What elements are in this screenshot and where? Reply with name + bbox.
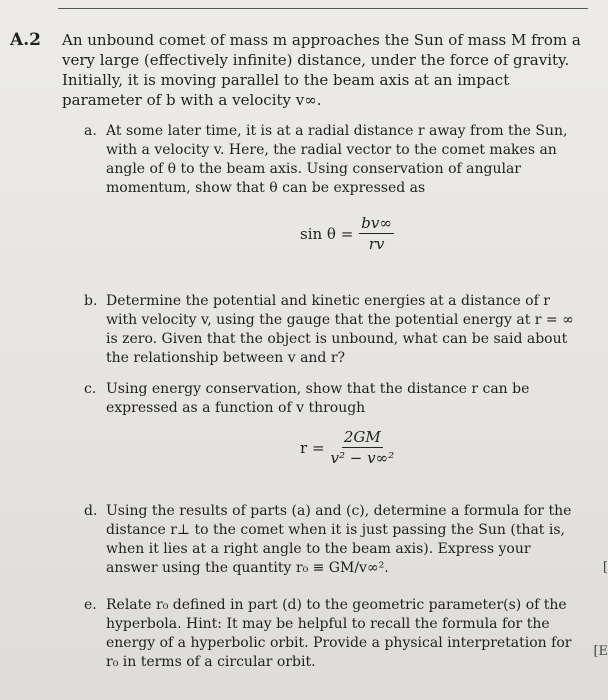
equation-2-fraction	[331, 428, 395, 467]
part-d-label: d.	[84, 503, 98, 519]
equation-sin-theta	[300, 214, 394, 253]
part-d-text: Using the results of parts (a) and (c), determine a formula for the distance r⊥ to the comet when it is just passing the Sun (that is, when it lies at a right angle to the beam axis). Express your answer using the quantity r₀ ≡ GM/v∞².	[106, 503, 572, 576]
equation-2-numerator: 2GM	[343, 428, 381, 446]
equation-1-lhs: sin θ =	[300, 224, 354, 243]
equation-1-denominator: rv	[368, 235, 385, 253]
part-c	[84, 380, 584, 418]
part-a-text: At some later time, it is at a radial distance r away from the Sun, with a velocity v. Here, the radial vector to the comet makes an angle of θ to the beam axis. Using conservation of angular momentum, show that θ can be expressed as	[106, 123, 568, 196]
equation-1-numerator: bv∞	[361, 214, 392, 232]
part-a-label: a.	[84, 123, 97, 139]
part-e	[84, 596, 584, 672]
part-b-text: Determine the potential and kinetic energies at a distance of r with velocity v, using the gauge that the potential energy at r = ∞ is zero. Given that the object is unbound, what can be said about the relationship between v and r?	[106, 293, 574, 366]
equation-1-fraction	[359, 214, 394, 253]
part-e-label: e.	[84, 597, 97, 613]
part-c-text: Using energy conservation, show that the distance r can be expressed as a function of v through	[106, 381, 530, 416]
top-rule	[58, 8, 588, 9]
part-d	[84, 502, 584, 578]
problem-number: A.2	[10, 30, 41, 50]
part-b	[84, 292, 584, 368]
edge-mark-1: [	[602, 560, 608, 575]
equation-2-lhs: r =	[300, 438, 325, 457]
part-a	[84, 122, 584, 198]
equation-r-of-v	[300, 428, 394, 467]
problem-intro: An unbound comet of mass m approaches the Sun of mass M from a very large (effectively infinite) distance, under the force of gravity. Initially, it is moving parallel to the beam axis at an impact parameter of b with a velocity v∞.	[62, 31, 581, 109]
edge-mark-2: [E	[593, 644, 608, 659]
part-b-label: b.	[84, 293, 98, 309]
part-c-label: c.	[84, 381, 97, 397]
part-e-text: Relate r₀ defined in part (d) to the geometric parameter(s) of the hyperbola. Hint: It may be helpful to recall the formula for the energy of a hyperbolic orbit. Provide a physical interpretation for r₀ in terms of a circular orbit.	[106, 597, 572, 670]
equation-2-denominator: v² − v∞²	[330, 449, 395, 467]
